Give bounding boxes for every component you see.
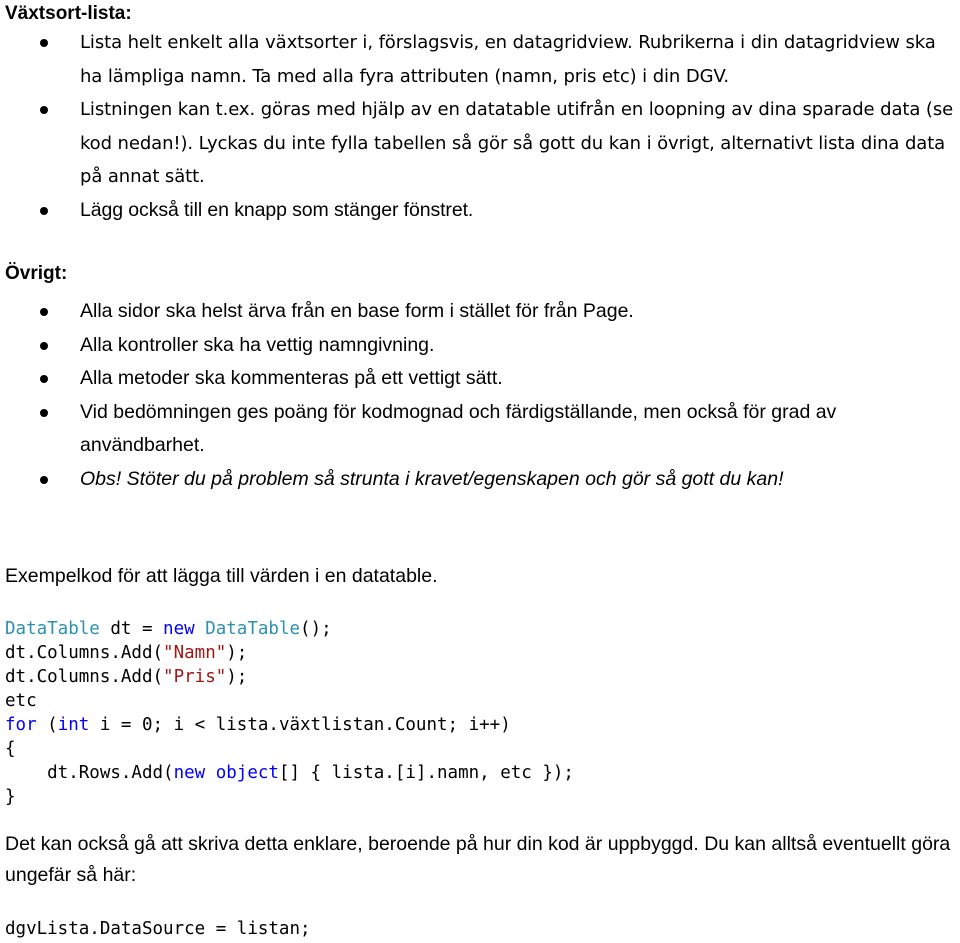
bullet-text: Listningen kan t.ex. göras med hjälp av en datatable utifrån en loopning av dina sparade data (se kod nedan!). Lyckas du inte fylla tabellen så gör så gott du kan i övrigt, alternativt lista dina data på annat sätt.: [80, 99, 954, 187]
code-token: ();: [300, 619, 332, 639]
code-token: "Pris": [163, 667, 227, 687]
code-token: );: [226, 643, 248, 663]
code-token: [] { lista.[i].namn, etc });: [278, 763, 574, 783]
code-token: {: [5, 739, 16, 759]
bullet-item: [0, 93, 960, 194]
bullet-dot-icon: [40, 375, 48, 383]
code-token: etc: [5, 691, 37, 711]
code-token: (: [36, 715, 58, 735]
code-token: int: [57, 715, 90, 735]
code-token: );: [226, 667, 248, 687]
code-token: DataTable: [5, 619, 100, 639]
bullet-text: Alla metoder ska kommenteras på ett vettigt sätt.: [80, 367, 503, 389]
section-title-ovrigt: Övrigt:: [5, 263, 68, 284]
ovrigt-bullet-list: [0, 295, 960, 496]
bullet-item: [0, 194, 960, 228]
bullet-text: Alla kontroller ska ha vettig namngivning.: [80, 333, 435, 356]
bullet-dot-icon: [40, 308, 48, 316]
code-token: new: [173, 763, 206, 783]
code-token: i = 0; i < lista.växtlistan.Count; i++): [89, 715, 511, 735]
bullet-dot-icon: [40, 207, 48, 215]
code-token: "Namn": [163, 643, 227, 663]
code-token: dt.Rows.Add(: [5, 763, 174, 783]
code-token: }: [5, 787, 16, 807]
example-heading: Exempelkod för att lägga till värden i en datatable.: [5, 565, 438, 587]
bullet-dot-icon: [40, 476, 48, 484]
code-token: dt.Columns.Add(: [5, 667, 164, 687]
code-token: dt =: [99, 619, 164, 639]
bullet-text: Obs! Stöter du på problem så strunta i kravet/egenskapen och gör så gott du kan!: [80, 467, 784, 490]
code-example: [5, 617, 574, 809]
bullet-text: Alla sidor ska helst ärva från en base form i stället för från Page.: [80, 300, 634, 322]
bullet-dot-icon: [40, 409, 48, 417]
code-token: [195, 619, 206, 639]
bullet-dot-icon: [40, 342, 48, 350]
section-title-vaxtsort: Växtsort-lista:: [5, 3, 132, 24]
code-token: dt.Columns.Add(: [5, 643, 164, 663]
bullet-dot-icon: [40, 106, 48, 114]
bullet-dot-icon: [40, 39, 48, 47]
bullet-text: Lägg också till en knapp som stänger fönstret.: [80, 198, 474, 221]
bullet-item: [0, 26, 960, 93]
bullet-text: Vid bedömningen ges poäng för kodmognad och färdigställande, men också för grad av användbarhet.: [80, 400, 837, 456]
vaxtsort-bullet-list: [0, 26, 960, 227]
bullet-text: Lista helt enkelt alla växtsorter i, förslagsvis, en datagridview. Rubrikerna i din datagridview ska ha lämpliga namn. Ta med alla fyra attributen (namn, pris etc) i din DGV.: [80, 32, 936, 87]
bullet-item: [0, 362, 960, 396]
code-token: object: [215, 763, 279, 783]
bullet-item: [0, 295, 960, 329]
code-token: [205, 763, 216, 783]
code-token: DataTable: [205, 619, 301, 639]
alt-code: dgvLista.DataSource = listan;: [5, 919, 311, 939]
bullet-item: [0, 329, 960, 363]
alt-paragraph: Det kan också gå att skriva detta enklare, beroende på hur din kod är uppbyggd. Du kan alltså eventuellt göra ungefär så här:: [5, 833, 951, 886]
code-token: new: [163, 619, 195, 639]
bullet-item-note: [0, 463, 960, 497]
bullet-item: [0, 396, 960, 463]
code-token: for: [5, 715, 37, 735]
